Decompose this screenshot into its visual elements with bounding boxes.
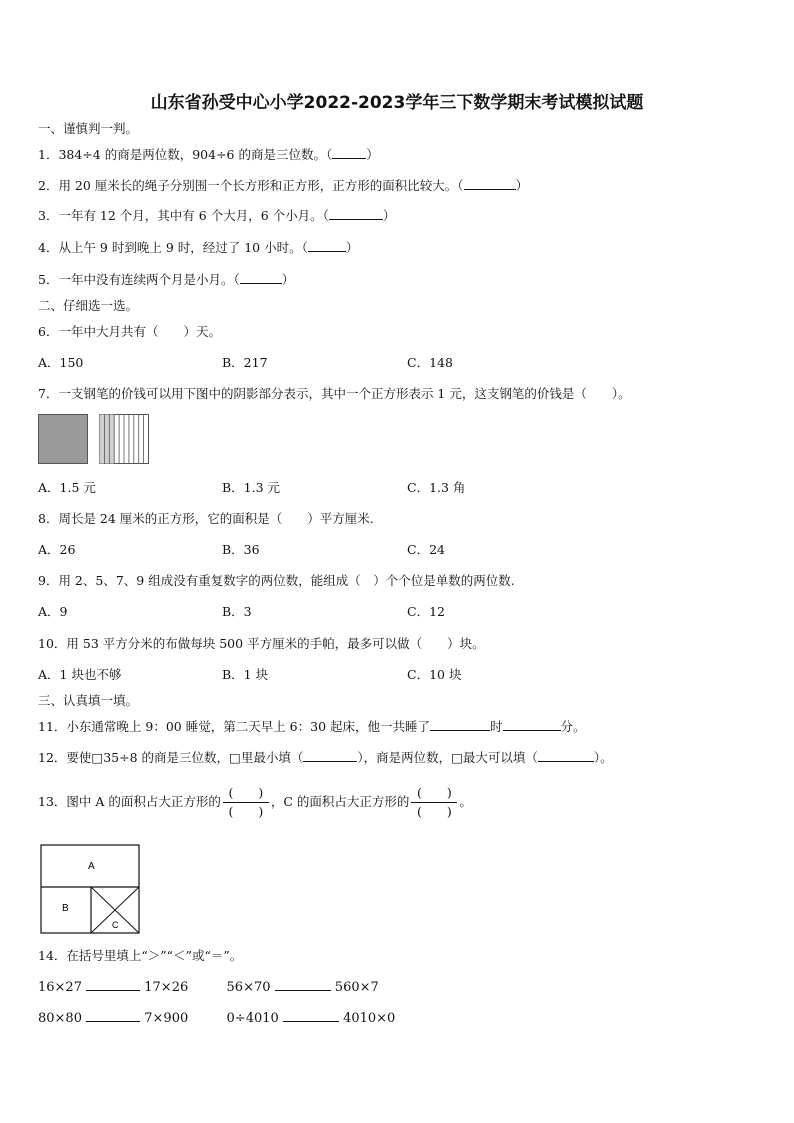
- option-a[interactable]: A．1 块也不够: [38, 667, 122, 682]
- expr: 560×7: [334, 980, 379, 995]
- question-1: [38, 146, 379, 164]
- label-b: B: [62, 903, 69, 914]
- big-square: [41, 845, 139, 933]
- option-b[interactable]: B．3: [222, 604, 252, 619]
- section-heading-1: 一、谨慎判一判。: [38, 121, 139, 136]
- question-4-text: 4．从上午 9 时到晚上 9 时，经过了 10 小时。（: [38, 240, 308, 255]
- denominator: ( ): [417, 804, 452, 819]
- question-5-text: 5．一年中没有连续两个月是小月。（: [38, 272, 240, 287]
- question-12-text: 12．要使□35÷8 的商是三位数，□里最小填（: [38, 750, 304, 765]
- paren-close: ）。: [593, 750, 613, 765]
- section-heading-3: 三、认真填一填。: [38, 693, 139, 708]
- page-title: 山东省孙受中心小学2022-2023学年三下数学期末考试模拟试题: [150, 93, 644, 113]
- expr: 17×26: [144, 980, 189, 995]
- numerator: ( ): [417, 785, 452, 800]
- expr: 80×80: [38, 1011, 82, 1026]
- option-a[interactable]: A．26: [38, 542, 76, 557]
- compare-blank[interactable]: [86, 1009, 140, 1022]
- full-square-shaded: [39, 415, 88, 464]
- section-heading-2: 二、仔细选一选。: [38, 298, 139, 313]
- option-c[interactable]: C．148: [407, 355, 453, 370]
- question-5: [38, 271, 294, 289]
- period: 。: [459, 794, 472, 809]
- question-2-text: 2．用 20 厘米长的绳子分别围一个长方形和正方形，正方形的面积比较大。（: [38, 178, 464, 193]
- paren-close: ）: [345, 240, 359, 255]
- question-3-text: 3．一年有 12 个月，其中有 6 个大月，6 个小月。（: [38, 208, 329, 223]
- question-14: 14．在括号里填上“＞”“＜”或“＝”。: [38, 948, 243, 963]
- option-a[interactable]: A．9: [38, 604, 68, 619]
- option-c[interactable]: C．10 块: [407, 667, 462, 682]
- question-11-text: 11．小东通常晚上 9：00 睡觉，第二天早上 6：30 起床，他一共睡了: [38, 719, 431, 734]
- expr: 16×27: [38, 980, 82, 995]
- compare-blank[interactable]: [275, 978, 331, 991]
- hours-blank[interactable]: [430, 718, 490, 731]
- answer-blank[interactable]: [464, 177, 516, 190]
- compare-row-2: [38, 1009, 395, 1028]
- paren-close: ）: [281, 272, 295, 287]
- question-6: 6．一年中大月共有（ ）天。: [38, 324, 221, 339]
- numerator: ( ): [228, 785, 264, 800]
- option-c[interactable]: C．1.3 角: [407, 480, 466, 495]
- question-2: [38, 177, 528, 195]
- tenths-square: [100, 415, 149, 464]
- question-13-text: 13．图中 A 的面积占大正方形的: [38, 794, 221, 809]
- fraction-bar: [223, 802, 269, 803]
- minutes-blank[interactable]: [503, 718, 561, 731]
- question-12-mid: ），商是两位数，□最大可以填（: [357, 750, 538, 765]
- question-1-text: 1．384÷4 的商是两位数，904÷6 的商是三位数。（: [38, 147, 333, 162]
- answer-blank[interactable]: [332, 146, 366, 159]
- question-10: 10．用 53 平方分米的布做每块 500 平方厘米的手帕，最多可以做（ ）块。: [38, 636, 485, 651]
- option-a[interactable]: A．1.5 元: [38, 480, 96, 495]
- compare-blank[interactable]: [86, 978, 140, 991]
- option-c[interactable]: C．24: [407, 542, 445, 557]
- expr: 4010×0: [343, 1011, 396, 1026]
- fraction-blank-c[interactable]: [411, 785, 457, 820]
- unit-hours: 时: [490, 719, 503, 734]
- question-8: 8．周长是 24 厘米的正方形，它的面积是（ ）平方厘米.: [38, 511, 374, 526]
- option-b[interactable]: B．1 块: [222, 667, 269, 682]
- question-12: [38, 749, 613, 767]
- question-13: [38, 784, 472, 820]
- expr: 56×70: [226, 980, 271, 995]
- question-13-mid: ，C 的面积占大正方形的: [270, 794, 410, 809]
- fraction-blank-a[interactable]: [223, 785, 269, 820]
- expr: 7×900: [144, 1011, 189, 1026]
- paren-close: ）: [515, 178, 529, 193]
- option-b[interactable]: B．1.3 元: [222, 480, 281, 495]
- expr: 0÷4010: [226, 1011, 279, 1026]
- paren-close: ）: [382, 208, 396, 223]
- compare-row-1: [38, 978, 379, 997]
- option-b[interactable]: B．36: [222, 542, 260, 557]
- question-7-figure: [38, 414, 158, 466]
- question-9: 9．用 2、5、7、9 组成没有重复数字的两位数，能组成（ ）个个位是单数的两位数.: [38, 573, 515, 588]
- label-c: C: [112, 920, 119, 930]
- option-a[interactable]: A．150: [38, 355, 84, 370]
- answer-blank[interactable]: [329, 207, 383, 220]
- fraction-bar: [411, 802, 457, 803]
- answer-blank-max[interactable]: [538, 749, 594, 762]
- question-13-figure: [40, 844, 144, 936]
- answer-blank[interactable]: [308, 239, 346, 252]
- option-b[interactable]: B．217: [222, 355, 268, 370]
- label-a: A: [88, 861, 95, 872]
- question-3: [38, 207, 395, 225]
- compare-blank[interactable]: [283, 1009, 339, 1022]
- unit-minutes: 分。: [560, 719, 586, 734]
- answer-blank-min[interactable]: [303, 749, 357, 762]
- question-4: [38, 239, 358, 257]
- paren-close: ）: [366, 147, 379, 162]
- question-11: [38, 718, 586, 736]
- option-c[interactable]: C．12: [407, 604, 445, 619]
- answer-blank[interactable]: [240, 271, 282, 284]
- denominator: ( ): [228, 804, 264, 819]
- question-7: 7．一支钢笔的价钱可以用下图中的阴影部分表示，其中一个正方形表示 1 元，这支钢笔的价钱是（ ）。: [38, 386, 631, 401]
